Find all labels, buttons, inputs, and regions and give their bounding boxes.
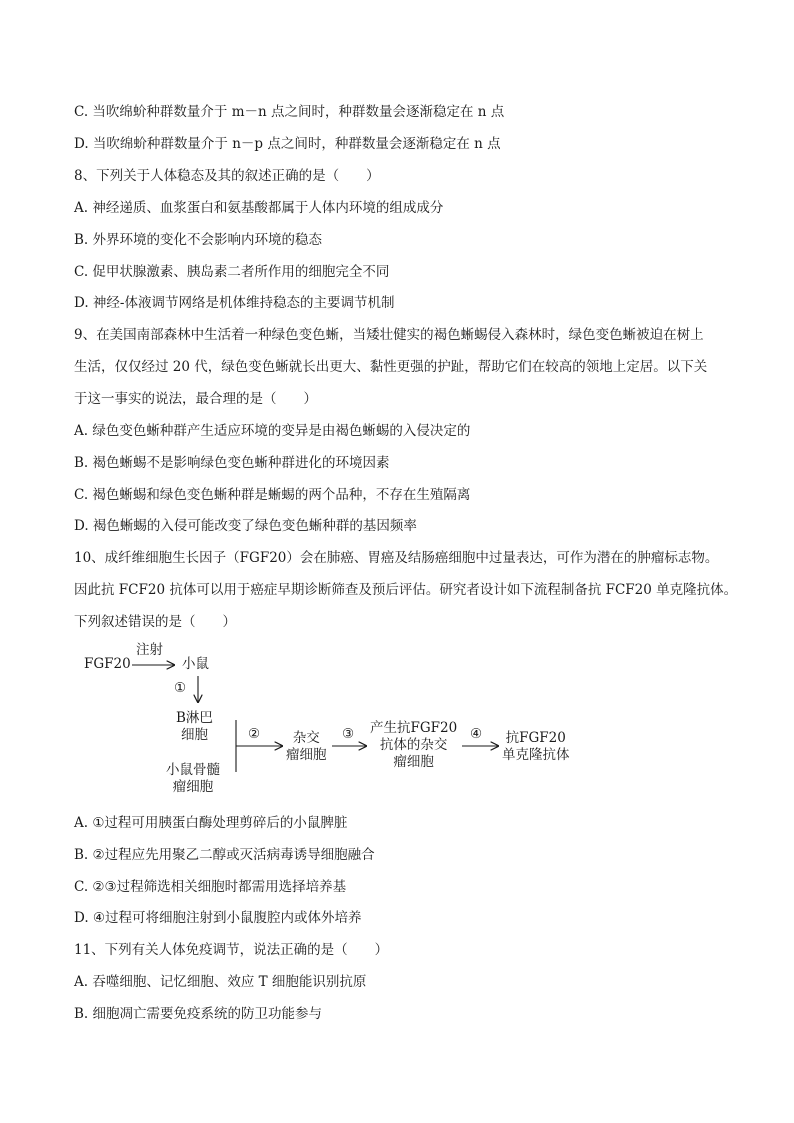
label-step2: ② [248, 726, 261, 742]
question-9-line2: 生活，仅仅经过 20 代，绿色变色蜥就长出更大、黏性更强的护趾，帮助它们在较高的领地上定居。以下关 [74, 359, 708, 375]
option-10a: A. ①过程可用胰蛋白酶处理剪碎后的小鼠脾脏 [74, 815, 348, 831]
antibody-flow-diagram [70, 636, 630, 806]
option-7d: D. 当吹绵蚧种群数量介于 n－p 点之间时，种群数量会逐渐稳定在 n 点 [74, 136, 501, 152]
label-monoclonal-antibody: 抗FGF20 单克隆抗体 [502, 730, 570, 763]
option-9a: A. 绿色变色蜥种群产生适应环境的变异是由褐色蜥蜴的入侵决定的 [74, 423, 471, 439]
label-myeloma: 小鼠骨髓 瘤细胞 [166, 762, 220, 795]
option-11a: A. 吞噬细胞、记忆细胞、效应 T 细胞能识别抗原 [74, 974, 367, 990]
option-9d: D. 褐色蜥蜴的入侵可能改变了绿色变色蜥种群的基因频率 [74, 518, 417, 534]
flow-arrows [70, 636, 630, 806]
option-11b: B. 细胞凋亡需要免疫系统的防卫功能参与 [74, 1006, 323, 1022]
question-11: 11、下列有关人体免疫调节，说法正确的是（ ） [74, 942, 389, 958]
option-10c: C. ②③过程筛选相关细胞时都需用选择培养基 [74, 879, 347, 895]
question-10-line2: 因此抗 FCF20 抗体可以用于癌症早期诊断筛查及预后评估。研究者设计如下流程制备抗 FCF20 单克隆抗体。 [74, 582, 738, 598]
option-8c: C. 促甲状腺激素、胰岛素二者所作用的细胞完全不同 [74, 264, 390, 280]
label-fgf20: FGF20 [84, 656, 131, 672]
question-10-line3: 下列叙述错误的是（ ） [74, 614, 236, 630]
label-producing-hybridoma: 产生抗FGF20 抗体的杂交 瘤细胞 [370, 720, 458, 770]
label-step4: ④ [470, 726, 483, 742]
label-b-cell: B淋巴 细胞 [176, 710, 213, 743]
option-9b: B. 褐色蜥蜴不是影响绿色变色蜥种群进化的环境因素 [74, 455, 390, 471]
label-inject: 注射 [136, 642, 163, 658]
question-10-line1: 10、成纤维细胞生长因子（FGF20）会在肺癌、胃癌及结肠癌细胞中过量表达，可作为潜在的肿瘤标志物。 [74, 550, 719, 566]
option-7c: C. 当吹绵蚧种群数量介于 m－n 点之间时，种群数量会逐渐稳定在 n 点 [74, 104, 505, 120]
option-8a: A. 神经递质、血浆蛋白和氨基酸都属于人体内环境的组成成分 [74, 200, 444, 216]
option-10b: B. ②过程应先用聚乙二醇或灭活病毒诱导细胞融合 [74, 847, 375, 863]
label-step1: ① [174, 680, 187, 696]
option-9c: C. 褐色蜥蜴和绿色变色蜥种群是蜥蜴的两个品种，不存在生殖隔离 [74, 487, 471, 503]
label-step3: ③ [342, 726, 355, 742]
label-mouse: 小鼠 [182, 656, 209, 672]
question-8: 8、下列关于人体稳态及其的叙述正确的是（ ） [74, 168, 380, 184]
question-9-line3: 于这一事实的说法，最合理的是（ ） [74, 391, 317, 407]
option-10d: D. ④过程可将细胞注射到小鼠腹腔内或体外培养 [74, 910, 362, 926]
option-8d: D. 神经-体液调节网络是机体维持稳态的主要调节机制 [74, 295, 395, 311]
label-hybridoma: 杂交 瘤细胞 [286, 730, 327, 763]
option-8b: B. 外界环境的变化不会影响内环境的稳态 [74, 232, 323, 248]
question-9-line1: 9、在美国南部森林中生活着一种绿色变色蜥，当矮壮健实的褐色蜥蜴侵入森林时，绿色变色蜥被迫在树上 [74, 327, 704, 343]
